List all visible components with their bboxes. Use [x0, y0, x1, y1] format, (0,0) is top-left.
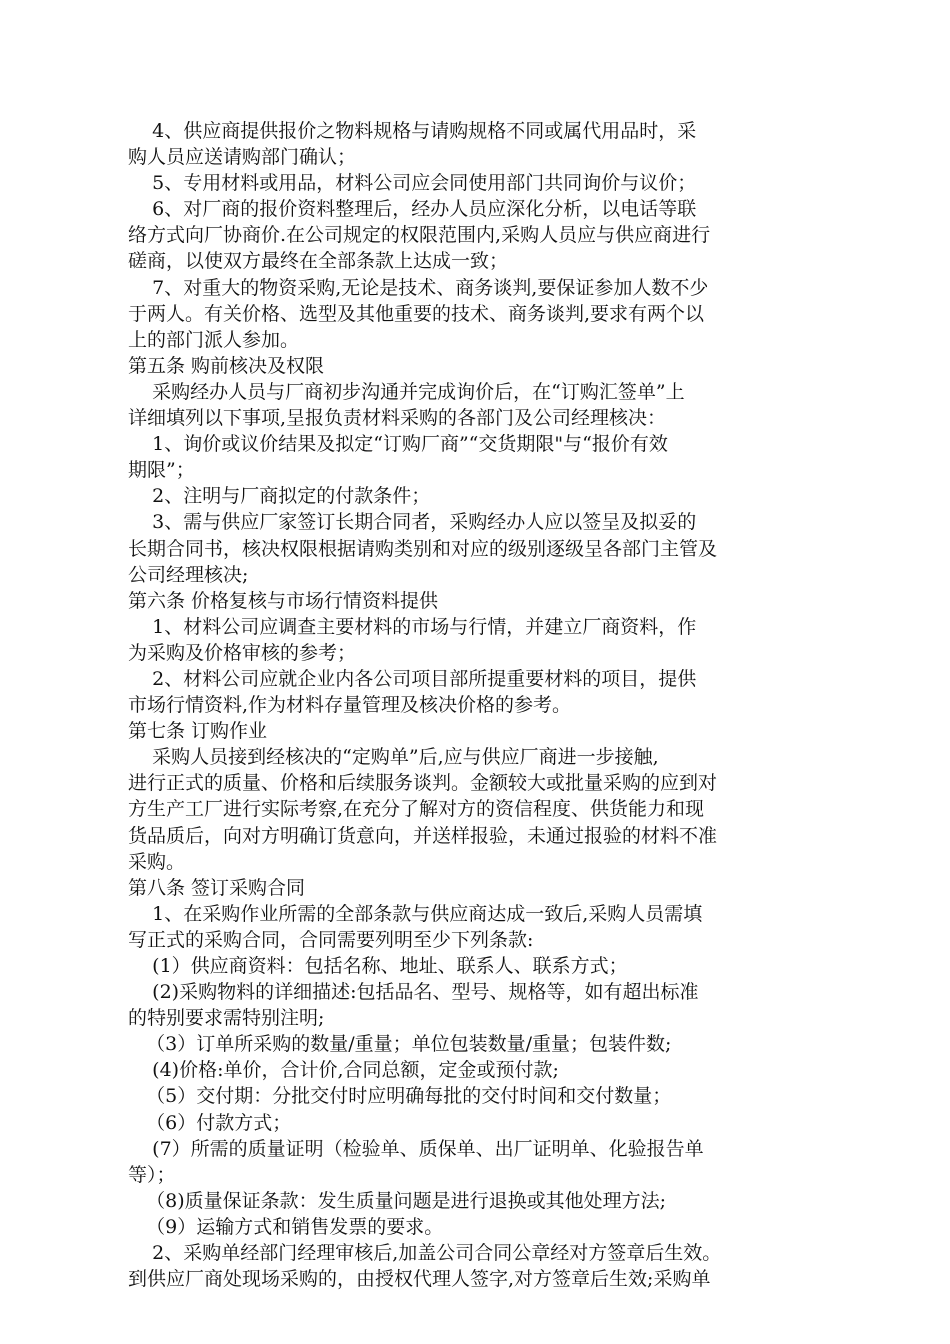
- text-line: 第八条 签订采购合同: [128, 876, 306, 899]
- text-line: 为采购及价格审核的参考；: [128, 641, 357, 664]
- text-line: 1、材料公司应调查主要材料的市场与行情，并建立厂商资料，作: [128, 615, 697, 638]
- text-line: 到供应厂商处现场采购的，由授权代理人签字,对方签章后生效;采购单: [128, 1268, 711, 1291]
- text-line: 5、专用材料或用品，材料公司应会同使用部门共同询价与议价；: [128, 172, 697, 195]
- text-line: （5）交付期：分批交付时应明确每批的交付时间和交付数量；: [128, 1085, 672, 1108]
- text-line: 上的部门派人参加。: [128, 328, 300, 351]
- text-line: 写正式的采购合同，合同需要列明至少下列条款:: [128, 928, 534, 951]
- text-line: 货品质后，向对方明确订货意向，并送样报验，未通过报验的材料不准: [128, 824, 718, 847]
- text-line: 1、在采购作业所需的全部条款与供应商达成一致后,采购人员需填: [128, 902, 703, 925]
- text-line: 磋商，以使双方最终在全部条款上达成一致；: [128, 250, 509, 273]
- text-line: 期限”；: [128, 459, 195, 482]
- text-line: （8)质量保证条款：发生质量问题是进行退换或其他处理方法;: [128, 1189, 667, 1212]
- text-line: (1）供应商资料：包括名称、地址、联系人、联系方式；: [128, 955, 628, 977]
- text-line: 采购人员接到经核决的“定购单”后,应与供应厂商进一步接触,: [128, 746, 659, 769]
- text-line: 第六条 价格复核与市场行情资料提供: [128, 589, 439, 612]
- text-line: 购人员应送请购部门确认；: [128, 146, 357, 169]
- text-line: 3、需与供应厂家签订长期合同者，采购经办人应以签呈及拟妥的: [128, 511, 697, 534]
- text-line: (7）所需的质量证明（检验单、质保单、出厂证明单、化验报告单: [128, 1137, 704, 1160]
- text-line: 2、材料公司应就企业内各公司项目部所提重要材料的项目，提供: [128, 667, 697, 690]
- text-line: 6、对厂商的报价资料整理后，经办人员应深化分析，以电话等联: [128, 198, 697, 221]
- text-line: 络方式向厂协商价.在公司规定的权限范围内,采购人员应与供应商进行: [128, 224, 711, 247]
- text-line: 7、对重大的物资采购,无论是技术、商务谈判,要保证参加人数不少: [128, 276, 709, 299]
- text-line: （6）付款方式；: [128, 1111, 292, 1134]
- text-line: 于两人。有关价格、选型及其他重要的技术、商务谈判,要求有两个以: [128, 302, 705, 325]
- text-line: 的特别要求需特别注明;: [128, 1007, 325, 1030]
- text-line: 2、采购单经部门经理审核后,加盖公司合同公章经对方签章后生效。: [128, 1242, 722, 1265]
- text-line: 采购经办人员与厂商初步沟通并完成询价后，在“订购汇签单”上: [128, 380, 685, 403]
- text-line: 详细填列以下事项,呈报负责材料采购的各部门及公司经理核决：: [128, 407, 667, 430]
- text-line: 采购。: [128, 850, 186, 873]
- text-line: 进行正式的质量、价格和后续服务谈判。金额较大或批量采购的应到对: [128, 772, 718, 795]
- document-body: [128, 118, 828, 1292]
- text-line: 第五条 购前核决及权限: [128, 354, 325, 377]
- text-line: 4、供应商提供报价之物料规格与请购规格不同或属代用品时，采: [128, 120, 697, 142]
- text-line: 1、询价或议价结果及拟定“订购厂商”“交货期限"与“报价有效: [128, 433, 668, 456]
- text-line: 市场行情资料,作为材料存量管理及核决价格的参考。: [128, 694, 572, 717]
- text-line: 长期合同书，核决权限根据请购类别和对应的级别逐级呈各部门主管及: [128, 537, 718, 560]
- text-line: 第七条 订购作业: [128, 720, 268, 743]
- text-line: 2、注明与厂商拟定的付款条件；: [128, 485, 431, 508]
- text-line: (2)采购物料的详细描述:包括品名、型号、规格等，如有超出标准: [128, 981, 699, 1004]
- text-line: 等）；: [128, 1163, 176, 1186]
- text-line: (4)价格:单价，合计价,合同总额，定金或预付款;: [128, 1059, 559, 1082]
- text-line: 方生产工厂进行实际考察,在充分了解对方的资信程度、供货能力和现: [128, 798, 705, 821]
- text-line: （3）订单所采购的数量/重量；单位包装数量/重量；包装件数;: [128, 1033, 672, 1056]
- text-line: 公司经理核决;: [128, 563, 249, 586]
- text-line: （9）运输方式和销售发票的要求。: [128, 1215, 444, 1238]
